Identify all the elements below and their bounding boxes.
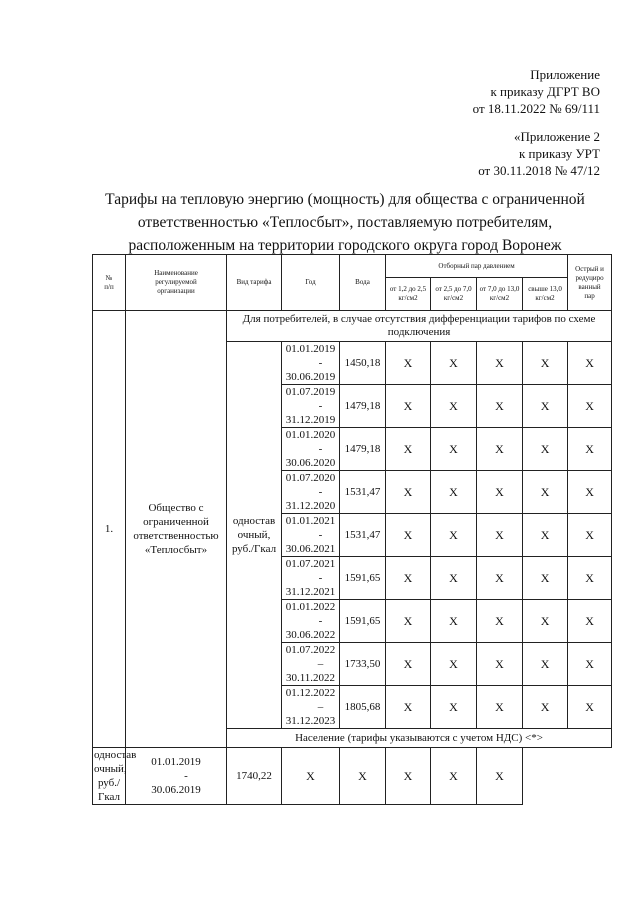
steam-3-value: X [477, 514, 523, 557]
appendix-2-line-3: от 30.11.2018 № 47/12 [478, 163, 600, 178]
header-sharp-steam [568, 255, 612, 311]
steam-1-value: X [386, 514, 431, 557]
tariff-type-line: руб./Гкал [231, 543, 277, 555]
table-header-row [93, 255, 612, 278]
sharp-steam-value: X [568, 471, 612, 514]
period-to: 31.12.2023 [285, 715, 336, 727]
period-cell [282, 557, 340, 600]
period-cell [282, 428, 340, 471]
steam-3-value: X [477, 471, 523, 514]
steam-1-value: X [386, 686, 431, 729]
appendix-2-line-2: к приказу УРТ [518, 146, 600, 161]
period-cell [282, 686, 340, 729]
period-from: 01.07.2022 [285, 644, 336, 656]
sharp-steam-value: X [568, 686, 612, 729]
period-cell [282, 643, 340, 686]
category-row [93, 311, 612, 342]
period-cell [282, 385, 340, 428]
water-value: 1479,18 [340, 428, 386, 471]
appendix-1-line-2: к приказу ДГРТ ВО [490, 84, 600, 99]
period-from: 01.01.2019 [285, 343, 336, 355]
period-from: 01.07.2019 [285, 386, 336, 398]
appendix-header-2 [478, 128, 600, 179]
period-cell [282, 342, 340, 385]
period-from: 01.07.2021 [285, 558, 336, 570]
sharp-steam-value: X [568, 342, 612, 385]
steam-1-value: X [386, 643, 431, 686]
appendix-2-line-1: «Приложение 2 [513, 129, 600, 144]
period-from: 01.01.2022 [285, 601, 336, 613]
period-to: 30.06.2021 [285, 543, 336, 555]
header-organization-line: Наименование [154, 269, 198, 277]
appendix-header-1 [473, 66, 600, 117]
steam-2-value: X [431, 600, 477, 643]
steam-1-value: X [386, 385, 431, 428]
period-to: 30.11.2022 [285, 672, 336, 684]
tariff-type [93, 748, 137, 805]
steam-1-value: X [386, 471, 431, 514]
organization-name [126, 311, 227, 748]
category-consumers: Для потребителей, в случае отсутствия дифференциации тарифов по схеме подключения [227, 311, 612, 342]
period-sep: - [318, 357, 323, 369]
water-value: 1531,47 [340, 471, 386, 514]
sharp-steam-value: X [568, 385, 612, 428]
period-to: 30.06.2019 [151, 784, 201, 796]
sharp-steam-value: X [568, 428, 612, 471]
period-to: 30.06.2022 [285, 629, 336, 641]
steam-2-value: X [431, 471, 477, 514]
tariff-type-line: руб./Гкал [97, 777, 121, 803]
steam-3-value: X [477, 385, 523, 428]
period-cell [282, 471, 340, 514]
header-number-line: № [105, 273, 113, 282]
water-value: 1805,68 [340, 686, 386, 729]
water-value: 1733,50 [340, 643, 386, 686]
water-value: 1450,18 [340, 342, 386, 385]
title-line-2: ответственностью «Теплосбыт», поставляемую потребителям, [137, 214, 553, 231]
steam-3-value: X [477, 643, 523, 686]
period-from: 01.01.2019 [151, 756, 201, 768]
steam-4-value: X [523, 514, 568, 557]
table-row [93, 748, 612, 805]
period-sep: - [318, 615, 323, 627]
header-steam-group: Отборный пар давлением [386, 255, 568, 278]
period-to: 31.12.2021 [285, 586, 336, 598]
steam-2-value: X [431, 643, 477, 686]
header-number [93, 255, 126, 311]
title-line-3: расположенным на территории городского округа город Воронеж [128, 237, 562, 254]
period-from: 01.07.2020 [285, 472, 336, 484]
water-value: 1479,18 [340, 385, 386, 428]
row-number: 1. [93, 311, 126, 748]
steam-4-value: X [431, 748, 477, 805]
water-value: 1531,47 [340, 514, 386, 557]
period-sep: - [318, 529, 323, 541]
steam-4-value: X [523, 428, 568, 471]
header-sharp-line: ванный [578, 282, 601, 291]
category-population: Население (тарифы указываются с учетом НДС) <*> [227, 729, 612, 748]
tariff-type [227, 342, 282, 729]
steam-3-value: X [477, 686, 523, 729]
steam-1-value: X [386, 428, 431, 471]
steam-4-value: X [523, 385, 568, 428]
period-sep: – [317, 658, 324, 670]
header-sharp-line: пар [584, 291, 595, 300]
period-cell [126, 748, 227, 805]
steam-4-value: X [523, 342, 568, 385]
header-sharp-line: Острый и [575, 264, 604, 273]
steam-4-value: X [523, 557, 568, 600]
steam-2-value: X [431, 428, 477, 471]
sharp-steam-value: X [568, 557, 612, 600]
header-steam-4: свыше 13,0 кг/см2 [523, 278, 568, 311]
period-sep: - [318, 572, 323, 584]
header-water: Вода [340, 255, 386, 311]
tariff-type-line: одностав [232, 515, 276, 527]
steam-3-value: X [386, 748, 431, 805]
steam-2-value: X [431, 342, 477, 385]
header-organization [126, 255, 227, 311]
period-sep: – [317, 701, 324, 713]
period-cell [282, 600, 340, 643]
header-sharp-line: редуциро [575, 273, 604, 282]
header-organization-line: организации [157, 287, 195, 295]
period-sep: - [318, 486, 323, 498]
steam-4-value: X [523, 600, 568, 643]
period-to: 31.12.2019 [285, 414, 336, 426]
sharp-steam-value: X [568, 514, 612, 557]
organization-line: ограниченной [143, 516, 209, 528]
header-number-line: п/п [104, 282, 114, 291]
organization-line: ответственностью [133, 530, 219, 542]
tariffs-table [92, 254, 612, 805]
steam-3-value: X [477, 342, 523, 385]
steam-3-value: X [477, 428, 523, 471]
steam-1-value: X [386, 600, 431, 643]
header-steam-1: от 1,2 до 2,5 кг/см2 [386, 278, 431, 311]
steam-3-value: X [477, 600, 523, 643]
steam-2-value: X [431, 686, 477, 729]
steam-2-value: X [431, 514, 477, 557]
sharp-steam-value: X [477, 748, 523, 805]
document-title [90, 188, 600, 257]
title-line-1: Тарифы на тепловую энергию (мощность) для общества с ограниченной [105, 191, 585, 208]
period-to: 30.06.2019 [285, 371, 336, 383]
sharp-steam-value: X [568, 600, 612, 643]
tariff-type-line: очный, [94, 763, 127, 775]
appendix-1-line-1: Приложение [530, 67, 600, 82]
water-value: 1591,65 [340, 600, 386, 643]
sharp-steam-value: X [568, 643, 612, 686]
period-to: 30.06.2020 [285, 457, 336, 469]
header-steam-2: от 2,5 до 7,0 кг/см2 [431, 278, 477, 311]
steam-2-value: X [431, 557, 477, 600]
period-to: 31.12.2020 [285, 500, 336, 512]
steam-4-value: X [523, 643, 568, 686]
header-steam-3: от 7,0 до 13,0 кг/см2 [477, 278, 523, 311]
water-value: 1740,22 [227, 748, 282, 805]
header-year: Год [282, 255, 340, 311]
steam-1-value: X [282, 748, 340, 805]
organization-line: «Теплосбыт» [144, 544, 208, 556]
period-sep: - [318, 400, 323, 412]
header-organization-line: регулируемой [155, 278, 197, 286]
period-from: 01.01.2020 [285, 429, 336, 441]
steam-4-value: X [523, 471, 568, 514]
steam-3-value: X [477, 557, 523, 600]
period-cell [282, 514, 340, 557]
appendix-1-line-3: от 18.11.2022 № 69/111 [472, 101, 600, 116]
period-sep: - [184, 770, 188, 782]
period-sep: - [318, 443, 323, 455]
water-value: 1591,65 [340, 557, 386, 600]
tariff-type-line: очный, [237, 529, 271, 541]
steam-1-value: X [386, 342, 431, 385]
header-tariff-type: Вид тарифа [227, 255, 282, 311]
organization-line: Общество с [148, 502, 204, 514]
period-from: 01.01.2021 [285, 515, 336, 527]
steam-2-value: X [340, 748, 386, 805]
steam-1-value: X [386, 557, 431, 600]
steam-4-value: X [523, 686, 568, 729]
steam-2-value: X [431, 385, 477, 428]
period-from: 01.12.2022 [285, 687, 336, 699]
tariff-type-line: одностав [94, 749, 137, 761]
